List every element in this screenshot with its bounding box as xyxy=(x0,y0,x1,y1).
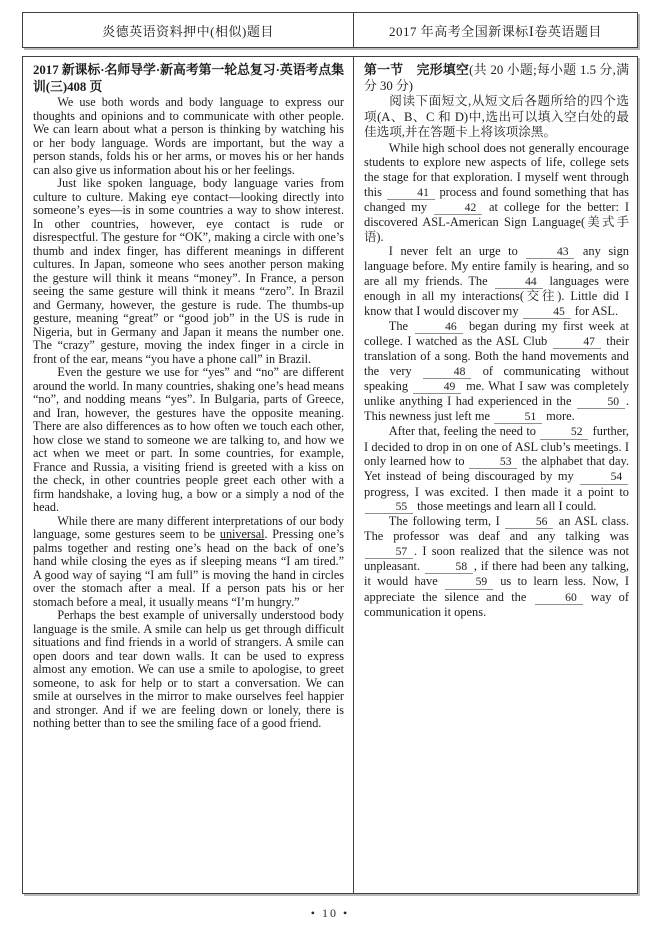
section-title-label: 第一节 完形填空 xyxy=(364,63,470,77)
cloze-blank-45: 45 xyxy=(523,306,571,319)
cloze-blank-44: 44 xyxy=(495,276,543,289)
paragraph: Just like spoken language, body language varies from culture to culture. Making eye contact—looking directly into someone’s eyes—is in some countries a way to show interest. In other countries, however, eye contact is rude or disrespectful. The gesture for “OK”, making a circle with one’s thumb and index finger, has different meanings in different cultures. In Japan, someone who sees another person making the gesture will think it means “money”. In France, a person seeing the same gesture will think it means “zero”. In Brazil and Germany, however, the gesture is rude. The thumbs-up gesture, meaning “great” or “good job” in the US is rude in Nigeria, but in Germany and Japan it means the number one. The “crazy” gesture, moving the index finger in a circle in front of the ear, means “you have a phone call” in Brazil. xyxy=(33,176,344,366)
cloze-passage xyxy=(364,141,629,620)
comparison-header-row xyxy=(22,12,638,48)
cloze-blank-54: 54 xyxy=(580,471,628,484)
source-reference-heading: 2017 新课标·名师导学·新高考第一轮总复习·英语考点集训(三)408 页 xyxy=(33,63,344,94)
paragraph: I never felt an urge to 43 any sign language before. My entire family is hearing, and so are all my friends. The 44 languages were enough in all my interactions(交往). Little did I know that I would discover my 45 for ASL. xyxy=(364,244,629,318)
paragraph: Even the gesture we use for “yes” and “no” are different around the world. In many countries, shaking one’s head means “no”, and nodding means “yes”. In Bulgaria, parts of Greece, and Iran, however, the gestures have the opposite meaning. There are also differences as to how often we touch each other, how close we stand to someone we are talking to, and how we act when we meet or part. In some countries, for example, France and Russia, a visiting friend is greeted with a kiss on the check, in other countries people greet each other with a firm handshake, a loving hug, a bow or a simply a nod of the head. xyxy=(33,365,344,514)
cloze-blank-49: 49 xyxy=(413,381,461,394)
cloze-blank-55: 55 xyxy=(365,501,413,514)
cloze-blank-48: 48 xyxy=(423,366,471,379)
cloze-instructions: 阅读下面短文,从短文后各题所给的四个选项(A、B、C 和 D)中,选出可以填入空白处的最佳选项,并在答题卡上将该项涂黑。 xyxy=(364,94,629,140)
cloze-blank-42: 42 xyxy=(434,202,482,215)
comparison-body-row xyxy=(22,56,638,894)
paragraph: The following term, I 56 an ASL class. The professor was deaf and any talking was 57 . I soon realized that the silence was not unpleasant. 58 , if there had been any talking, it would have 59 us to learn less. Now, I appreciate the silence and the 60 way of communication it opens. xyxy=(364,514,629,619)
paragraph: We use both words and body language to express our thoughts and opinions and to communicate with other people. We can learn about what a person is thinking by watching his or her body language. Words are important, but the way a person stands, folds his or her arms, or moves his or her hands can also give us information about his or her feelings. xyxy=(33,95,344,177)
cloze-blank-53: 53 xyxy=(469,456,517,469)
column-source-material xyxy=(23,57,354,893)
paragraph: While high school does not generally encourage students to explore new aspects of life, college sets the stage for that exploration. I myself went through this 41 process and found something that has changed my 42 at college for the better: I discovered ASL-American Sign Language(美式手语). xyxy=(364,140,629,244)
header-cell-exam-paper: 2017 年高考全国新课标Ⅰ卷英语题目 xyxy=(389,23,602,39)
cloze-blank-46: 46 xyxy=(415,321,463,334)
reading-passage xyxy=(33,96,344,731)
page-number: • 10 • xyxy=(310,906,350,920)
paragraph: The 46 began during my first week at college. I watched as the ASL Club 47 their translation of a song. Both the hand movements and the very 48 of communicating without speaking 49 me. What I saw was completely unlike anything I had experienced in the 50 . This newness just left me 51 more. xyxy=(364,318,629,424)
cloze-blank-56: 56 xyxy=(505,516,553,529)
column-exam-question xyxy=(354,57,637,893)
cloze-blank-51: 51 xyxy=(494,411,542,424)
cloze-blank-50: 50 xyxy=(577,396,625,409)
cloze-blank-52: 52 xyxy=(540,426,588,439)
underlined-word: universal xyxy=(219,527,265,541)
cloze-blank-59: 59 xyxy=(445,576,493,589)
section-title xyxy=(364,62,629,94)
paragraph: While there are many different interpretations of our body language, some gestures seem to be universal. Pressing one’s palms together and resting one’s head on the back of one’s hand while closing the eyes as if sleeping means “I am tired.” A good way of saying “I am full” is moving the hand in circles over the stomach after a meal. If a person pats his or her stomach before a meal, it usually means “I’m hungry.” xyxy=(33,513,344,609)
cloze-blank-60: 60 xyxy=(535,592,583,605)
cloze-blank-47: 47 xyxy=(553,336,601,349)
paragraph: After that, feeling the need to 52 further, I decided to drop in on one of ASL club’s meetings. I only learned how to 53 the alphabet that day. Yet instead of being discouraged by my 54 progress, I was excited. I then made it a point to 55 those meetings and learn all I could. xyxy=(364,424,629,514)
section-title-note: (共 20 小题;每小题 1.5 分,满分 30 分) xyxy=(364,63,629,93)
cloze-blank-41: 41 xyxy=(387,187,435,200)
cloze-blank-58: 58 xyxy=(425,561,473,574)
cloze-blank-57: 57 xyxy=(365,546,413,559)
paragraph: Perhaps the best example of universally understood body language is the smile. A smile can help us get through difficult situations and find friends in a world of strangers. A smile can open doors and tear down walls. It can be used to express almost any emotion. We can use a smile to apologise, to greet someone, to ask for help or to start a conversation. We can smile at ourselves in the mirror to make ourselves feel happier and stronger. And if we are feeling down or lonely, there is nothing better than to see the smiling face of a good friend. xyxy=(33,608,344,730)
cloze-blank-43: 43 xyxy=(526,246,574,259)
header-cell-source-material: 炎德英语资料押中(相似)题目 xyxy=(23,13,354,47)
